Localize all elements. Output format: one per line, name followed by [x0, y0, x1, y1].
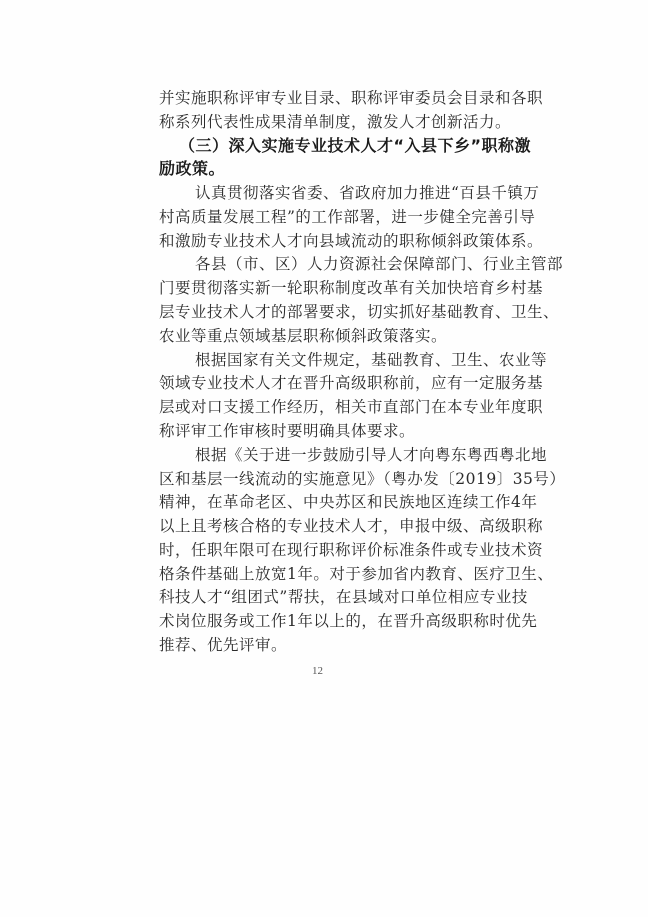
body-text-line: 根据国家有关文件规定，基础教育、卫生、农业等	[195, 350, 548, 369]
body-text-line: 领域专业技术人才在晋升高级职称前，应有一定服务基	[159, 374, 544, 393]
body-text-line: 称评审工作审核时要明确具体要求。	[159, 421, 416, 440]
body-text-line: 层或对口支援工作经历，相关市直部门在本专业年度职	[159, 398, 544, 417]
body-text-line: 和激励专业技术人才向县域流动的职称倾斜政策体系。	[159, 231, 544, 250]
body-text-line: 称系列代表性成果清单制度，激发人才创新活力。	[159, 112, 512, 131]
body-text-line: 根据《关于进一步鼓励引导人才向粤东粤西粤北地	[195, 445, 548, 464]
body-text-line: 认真贯彻落实省委、省政府加力推进“百县千镇万	[195, 184, 540, 203]
page-number: 12	[312, 665, 323, 677]
body-text-line: 以上且考核合格的专业技术人才，申报中级、高级职称	[159, 517, 544, 536]
body-text-line: 农业等重点领域基层职称倾斜政策落实。	[159, 326, 448, 345]
section-heading: （三）深入实施专业技术人才“入县下乡”职称激	[179, 135, 532, 155]
body-text-line: 推荐、优先评审。	[159, 636, 288, 654]
body-text-line: 并实施职称评审专业目录、职称评审委员会目录和各职	[159, 89, 544, 107]
body-text-line: 科技人才“组团式”帮扶，在县域对口单位相应专业技	[159, 588, 528, 607]
body-text-line: 精神，在革命老区、中央苏区和民族地区连续工作4年	[159, 493, 538, 512]
section-heading: 励政策。	[159, 159, 226, 179]
body-text-line: 区和基层一线流动的实施意见》（粤办发〔2019〕35号）	[159, 469, 566, 488]
body-text-line: 时，任职年限可在现行职称评价标准条件或专业技术资	[159, 540, 544, 559]
body-text-line: 层专业技术人才的部署要求，切实抓好基础教育、卫生、	[159, 303, 560, 322]
body-text-line: 术岗位服务或工作1年以上的，在晋升高级职称时优先	[159, 612, 538, 631]
body-text-line: 格条件基础上放宽1年。对于参加省内教育、医疗卫生、	[159, 564, 554, 583]
body-text-line: 门要贯彻落实新一轮职称制度改革有关加快培育乡村基	[159, 279, 544, 298]
body-text-line: 村高质量发展工程”的工作部署，进一步健全完善引导	[159, 207, 536, 226]
body-text-line: 各县（市、区）人力资源社会保障部门、行业主管部	[195, 255, 564, 274]
